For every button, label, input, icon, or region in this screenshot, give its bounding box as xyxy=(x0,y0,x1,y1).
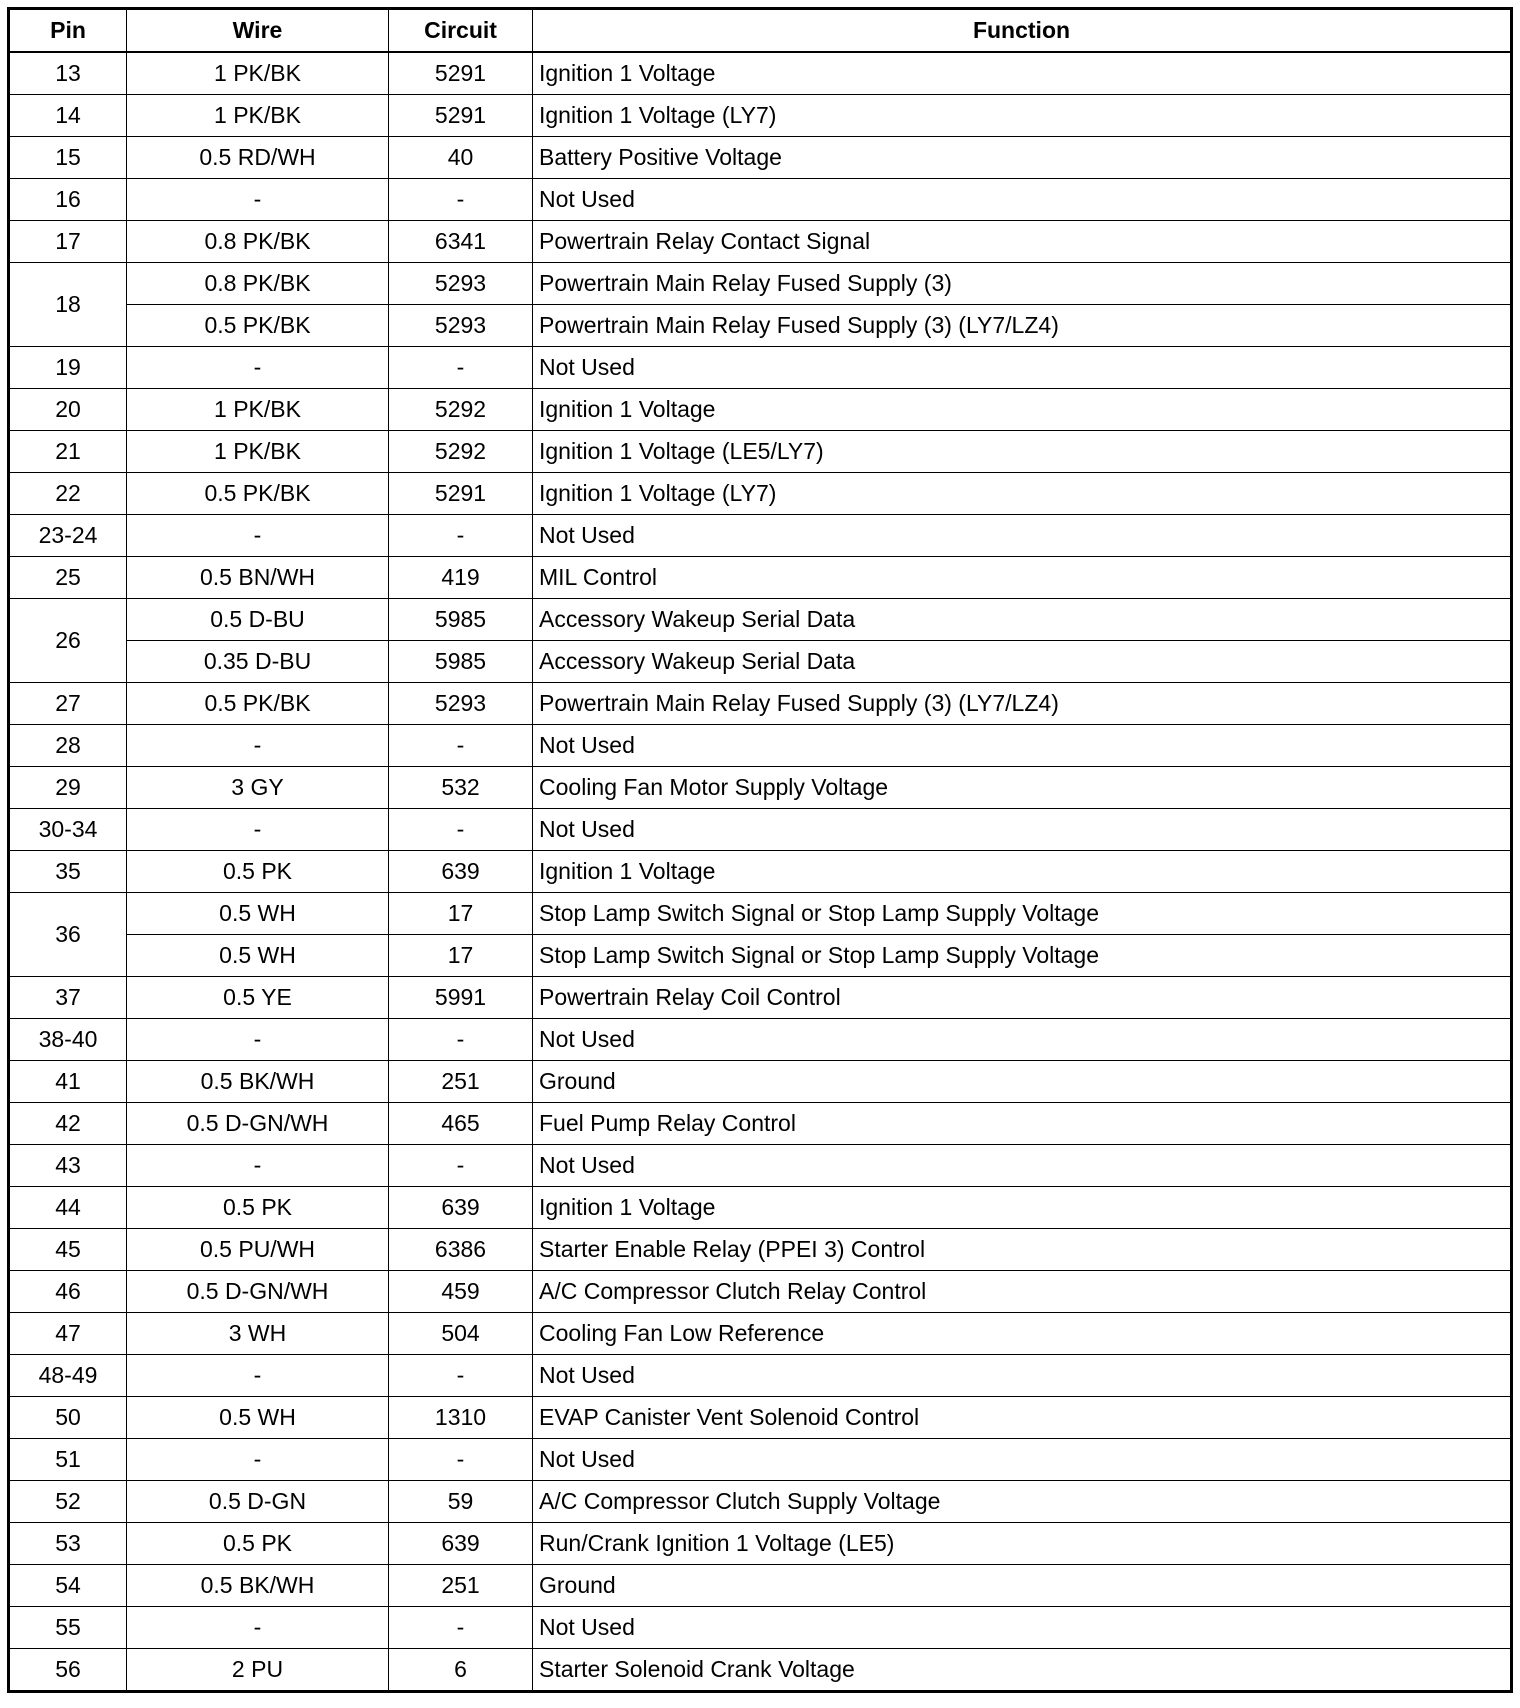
function-cell: Not Used xyxy=(533,809,1512,851)
pin-cell: 46 xyxy=(9,1271,127,1313)
function-cell: Not Used xyxy=(533,1145,1512,1187)
pin-cell: 38-40 xyxy=(9,1019,127,1061)
header-row xyxy=(9,9,1512,53)
table-row xyxy=(9,683,1512,725)
header-function: Function xyxy=(533,9,1512,53)
wire-cell: - xyxy=(127,1355,389,1397)
wire-cell: - xyxy=(127,515,389,557)
circuit-cell: 419 xyxy=(389,557,533,599)
table-row xyxy=(9,221,1512,263)
function-cell: Starter Solenoid Crank Voltage xyxy=(533,1649,1512,1692)
function-cell: A/C Compressor Clutch Supply Voltage xyxy=(533,1481,1512,1523)
header-pin: Pin xyxy=(9,9,127,53)
function-cell: Powertrain Main Relay Fused Supply (3) xyxy=(533,263,1512,305)
table-row xyxy=(9,1565,1512,1607)
pin-cell: 26 xyxy=(9,599,127,683)
wire-cell: 0.5 WH xyxy=(127,893,389,935)
circuit-cell: 504 xyxy=(389,1313,533,1355)
wire-cell: - xyxy=(127,809,389,851)
pin-cell: 17 xyxy=(9,221,127,263)
function-cell: Cooling Fan Motor Supply Voltage xyxy=(533,767,1512,809)
wire-cell: 1 PK/BK xyxy=(127,52,389,95)
pin-table-body xyxy=(9,52,1512,1692)
pin-cell: 20 xyxy=(9,389,127,431)
circuit-cell: - xyxy=(389,1607,533,1649)
pin-cell: 28 xyxy=(9,725,127,767)
function-cell: Fuel Pump Relay Control xyxy=(533,1103,1512,1145)
pin-cell: 19 xyxy=(9,347,127,389)
function-cell: Accessory Wakeup Serial Data xyxy=(533,599,1512,641)
function-cell: Not Used xyxy=(533,725,1512,767)
function-cell: Stop Lamp Switch Signal or Stop Lamp Supply Voltage xyxy=(533,935,1512,977)
circuit-cell: - xyxy=(389,725,533,767)
circuit-cell: 40 xyxy=(389,137,533,179)
pin-cell: 21 xyxy=(9,431,127,473)
wire-cell: 0.5 D-BU xyxy=(127,599,389,641)
circuit-cell: - xyxy=(389,515,533,557)
function-cell: Ignition 1 Voltage (LY7) xyxy=(533,95,1512,137)
table-row xyxy=(9,1355,1512,1397)
pin-cell: 27 xyxy=(9,683,127,725)
wire-cell: 0.5 PK xyxy=(127,1523,389,1565)
wire-cell: 0.5 BN/WH xyxy=(127,557,389,599)
pin-cell: 18 xyxy=(9,263,127,347)
table-row xyxy=(9,1649,1512,1692)
pin-cell: 22 xyxy=(9,473,127,515)
pin-cell: 54 xyxy=(9,1565,127,1607)
pin-cell: 15 xyxy=(9,137,127,179)
header-wire: Wire xyxy=(127,9,389,53)
table-row xyxy=(9,725,1512,767)
pin-cell: 42 xyxy=(9,1103,127,1145)
table-row xyxy=(9,1481,1512,1523)
circuit-cell: - xyxy=(389,179,533,221)
wire-cell: 2 PU xyxy=(127,1649,389,1692)
function-cell: MIL Control xyxy=(533,557,1512,599)
wire-cell: 0.5 PK xyxy=(127,851,389,893)
table-row xyxy=(9,347,1512,389)
circuit-cell: 5291 xyxy=(389,473,533,515)
table-row xyxy=(9,389,1512,431)
pin-cell: 43 xyxy=(9,1145,127,1187)
wire-cell: 0.5 D-GN xyxy=(127,1481,389,1523)
wire-cell: 3 WH xyxy=(127,1313,389,1355)
pin-cell: 56 xyxy=(9,1649,127,1692)
table-row xyxy=(9,305,1512,347)
function-cell: Ignition 1 Voltage xyxy=(533,1187,1512,1229)
wire-cell: 0.5 PK/BK xyxy=(127,683,389,725)
table-row xyxy=(9,263,1512,305)
function-cell: Not Used xyxy=(533,347,1512,389)
circuit-cell: - xyxy=(389,1145,533,1187)
circuit-cell: 5985 xyxy=(389,599,533,641)
table-row xyxy=(9,557,1512,599)
table-row xyxy=(9,95,1512,137)
pin-cell: 55 xyxy=(9,1607,127,1649)
header-circuit: Circuit xyxy=(389,9,533,53)
circuit-cell: 5985 xyxy=(389,641,533,683)
circuit-cell: 17 xyxy=(389,935,533,977)
wire-cell: - xyxy=(127,179,389,221)
circuit-cell: 459 xyxy=(389,1271,533,1313)
circuit-cell: 5293 xyxy=(389,263,533,305)
wire-cell: 0.5 WH xyxy=(127,1397,389,1439)
circuit-cell: 1310 xyxy=(389,1397,533,1439)
table-row xyxy=(9,473,1512,515)
circuit-cell: 17 xyxy=(389,893,533,935)
table-row xyxy=(9,977,1512,1019)
pin-cell: 45 xyxy=(9,1229,127,1271)
function-cell: Accessory Wakeup Serial Data xyxy=(533,641,1512,683)
wire-cell: 0.5 WH xyxy=(127,935,389,977)
function-cell: Ignition 1 Voltage xyxy=(533,389,1512,431)
circuit-cell: 639 xyxy=(389,851,533,893)
function-cell: Not Used xyxy=(533,1439,1512,1481)
circuit-cell: - xyxy=(389,1019,533,1061)
function-cell: Ignition 1 Voltage (LE5/LY7) xyxy=(533,431,1512,473)
wire-cell: - xyxy=(127,1607,389,1649)
circuit-cell: 6386 xyxy=(389,1229,533,1271)
wire-cell: 0.8 PK/BK xyxy=(127,221,389,263)
pin-cell: 48-49 xyxy=(9,1355,127,1397)
table-row xyxy=(9,1187,1512,1229)
circuit-cell: 639 xyxy=(389,1523,533,1565)
circuit-cell: 465 xyxy=(389,1103,533,1145)
function-cell: Not Used xyxy=(533,1607,1512,1649)
wire-cell: - xyxy=(127,1439,389,1481)
pin-cell: 25 xyxy=(9,557,127,599)
wire-cell: 0.5 PU/WH xyxy=(127,1229,389,1271)
function-cell: Ground xyxy=(533,1061,1512,1103)
table-row xyxy=(9,179,1512,221)
circuit-cell: 5293 xyxy=(389,305,533,347)
function-cell: A/C Compressor Clutch Relay Control xyxy=(533,1271,1512,1313)
table-row xyxy=(9,1061,1512,1103)
function-cell: Powertrain Main Relay Fused Supply (3) (LY7/LZ4) xyxy=(533,683,1512,725)
table-row xyxy=(9,1397,1512,1439)
wire-cell: 0.5 YE xyxy=(127,977,389,1019)
wire-cell: 0.35 D-BU xyxy=(127,641,389,683)
wire-cell: 0.5 BK/WH xyxy=(127,1061,389,1103)
function-cell: Powertrain Main Relay Fused Supply (3) (LY7/LZ4) xyxy=(533,305,1512,347)
circuit-cell: - xyxy=(389,809,533,851)
function-cell: Powertrain Relay Coil Control xyxy=(533,977,1512,1019)
table-row xyxy=(9,1523,1512,1565)
wire-cell: - xyxy=(127,347,389,389)
table-row xyxy=(9,809,1512,851)
wire-cell: - xyxy=(127,1145,389,1187)
circuit-cell: 59 xyxy=(389,1481,533,1523)
function-cell: Not Used xyxy=(533,1019,1512,1061)
circuit-cell: 639 xyxy=(389,1187,533,1229)
wire-cell: - xyxy=(127,1019,389,1061)
pin-cell: 35 xyxy=(9,851,127,893)
pin-cell: 50 xyxy=(9,1397,127,1439)
wire-cell: 3 GY xyxy=(127,767,389,809)
pin-cell: 47 xyxy=(9,1313,127,1355)
function-cell: Ground xyxy=(533,1565,1512,1607)
function-cell: Battery Positive Voltage xyxy=(533,137,1512,179)
wire-cell: 0.5 RD/WH xyxy=(127,137,389,179)
wire-cell: 1 PK/BK xyxy=(127,389,389,431)
table-row xyxy=(9,893,1512,935)
pin-cell: 52 xyxy=(9,1481,127,1523)
circuit-cell: 5291 xyxy=(389,95,533,137)
table-row xyxy=(9,599,1512,641)
function-cell: Not Used xyxy=(533,179,1512,221)
circuit-cell: 5291 xyxy=(389,52,533,95)
circuit-cell: 5991 xyxy=(389,977,533,1019)
circuit-cell: - xyxy=(389,347,533,389)
pin-cell: 16 xyxy=(9,179,127,221)
table-row xyxy=(9,767,1512,809)
pin-cell: 36 xyxy=(9,893,127,977)
circuit-cell: - xyxy=(389,1355,533,1397)
circuit-cell: 5293 xyxy=(389,683,533,725)
function-cell: Not Used xyxy=(533,1355,1512,1397)
wire-cell: 0.5 D-GN/WH xyxy=(127,1103,389,1145)
table-row xyxy=(9,1439,1512,1481)
function-cell: Ignition 1 Voltage (LY7) xyxy=(533,473,1512,515)
circuit-cell: 251 xyxy=(389,1565,533,1607)
table-row xyxy=(9,52,1512,95)
wire-cell: 0.5 PK/BK xyxy=(127,473,389,515)
function-cell: Stop Lamp Switch Signal or Stop Lamp Supply Voltage xyxy=(533,893,1512,935)
table-row xyxy=(9,1271,1512,1313)
table-row xyxy=(9,137,1512,179)
pin-cell: 29 xyxy=(9,767,127,809)
pin-cell: 37 xyxy=(9,977,127,1019)
pin-cell: 23-24 xyxy=(9,515,127,557)
function-cell: EVAP Canister Vent Solenoid Control xyxy=(533,1397,1512,1439)
function-cell: Ignition 1 Voltage xyxy=(533,851,1512,893)
circuit-cell: 5292 xyxy=(389,389,533,431)
circuit-cell: - xyxy=(389,1439,533,1481)
pin-cell: 41 xyxy=(9,1061,127,1103)
circuit-cell: 6 xyxy=(389,1649,533,1692)
pin-cell: 44 xyxy=(9,1187,127,1229)
table-row xyxy=(9,641,1512,683)
pin-cell: 51 xyxy=(9,1439,127,1481)
wire-cell: 0.8 PK/BK xyxy=(127,263,389,305)
function-cell: Cooling Fan Low Reference xyxy=(533,1313,1512,1355)
table-row xyxy=(9,1607,1512,1649)
wire-cell: 0.5 PK/BK xyxy=(127,305,389,347)
table-row xyxy=(9,1019,1512,1061)
pin-cell: 13 xyxy=(9,52,127,95)
wire-cell: 1 PK/BK xyxy=(127,95,389,137)
circuit-cell: 5292 xyxy=(389,431,533,473)
function-cell: Powertrain Relay Contact Signal xyxy=(533,221,1512,263)
wire-cell: - xyxy=(127,725,389,767)
table-row xyxy=(9,1229,1512,1271)
table-row xyxy=(9,515,1512,557)
table-row xyxy=(9,935,1512,977)
wire-cell: 0.5 BK/WH xyxy=(127,1565,389,1607)
table-row xyxy=(9,431,1512,473)
table-row xyxy=(9,1145,1512,1187)
wire-cell: 1 PK/BK xyxy=(127,431,389,473)
wire-cell: 0.5 PK xyxy=(127,1187,389,1229)
pin-cell: 14 xyxy=(9,95,127,137)
function-cell: Run/Crank Ignition 1 Voltage (LE5) xyxy=(533,1523,1512,1565)
pin-cell: 30-34 xyxy=(9,809,127,851)
function-cell: Ignition 1 Voltage xyxy=(533,52,1512,95)
table-row xyxy=(9,1313,1512,1355)
function-cell: Starter Enable Relay (PPEI 3) Control xyxy=(533,1229,1512,1271)
circuit-cell: 251 xyxy=(389,1061,533,1103)
table-row xyxy=(9,851,1512,893)
pin-cell: 53 xyxy=(9,1523,127,1565)
circuit-cell: 532 xyxy=(389,767,533,809)
wire-cell: 0.5 D-GN/WH xyxy=(127,1271,389,1313)
pin-table xyxy=(7,7,1513,1693)
table-row xyxy=(9,1103,1512,1145)
function-cell: Not Used xyxy=(533,515,1512,557)
circuit-cell: 6341 xyxy=(389,221,533,263)
